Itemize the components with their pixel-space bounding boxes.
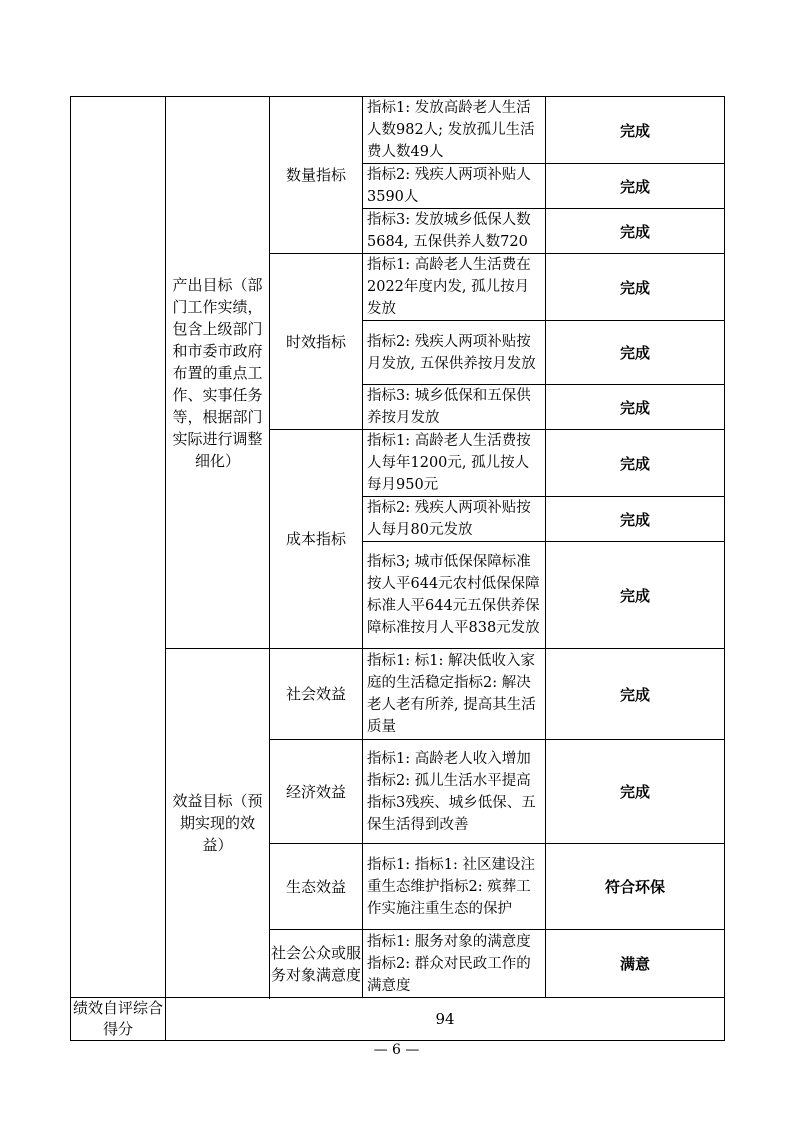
score-value: 94 bbox=[166, 998, 725, 1041]
economic-benefit-label: 经济效益 bbox=[270, 740, 363, 844]
indicator-result: 符合环保 bbox=[546, 844, 725, 930]
indicator-text: 指标1: 高龄老人生活费在2022年度内发, 孤儿按月发放 bbox=[363, 254, 546, 321]
cost-indicator-label: 成本指标 bbox=[270, 430, 363, 649]
indicator-result: 完成 bbox=[546, 497, 725, 542]
indicator-result: 完成 bbox=[546, 385, 725, 430]
output-goal-label: 产出目标（部门工作实绩，包含上级部门和市委市政府布置的重点工作、实事任务等，根据部门实际进行调整细化） bbox=[166, 97, 270, 649]
indicator-text: 指标1: 高龄老人收入增加指标2: 孤儿生活水平提高指标3残疾、城乡低保、五保生活得到改善 bbox=[363, 740, 546, 844]
indicator-text: 指标3; 城市低保保障标准按人平644元农村低保保障标准人平644元五保供养保障标准按月人平838元发放 bbox=[363, 542, 546, 649]
performance-table bbox=[70, 96, 725, 1041]
timeliness-indicator-label: 时效指标 bbox=[270, 254, 363, 430]
indicator-result: 完成 bbox=[546, 254, 725, 321]
indicator-result: 满意 bbox=[546, 930, 725, 998]
indicator-result: 完成 bbox=[546, 209, 725, 254]
indicator-text: 指标3: 城乡低保和五保供养按月发放 bbox=[363, 385, 546, 430]
indicator-text: 指标1: 指标1: 社区建设注重生态维护指标2: 殡葬工作实施注重生态的保护 bbox=[363, 844, 546, 930]
indicator-text: 指标1: 标1: 解决低收入家庭的生活稳定指标2: 解决老人老有所养, 提高其生活质量 bbox=[363, 649, 546, 740]
indicator-text: 指标3: 发放城乡低保人数5684, 五保供养人数720 bbox=[363, 209, 546, 254]
blank-first-column bbox=[71, 97, 166, 998]
indicator-result: 完成 bbox=[546, 649, 725, 740]
indicator-text: 指标1: 高龄老人生活费按人每年1200元, 孤儿按人每月950元 bbox=[363, 430, 546, 497]
indicator-text: 指标1: 服务对象的满意度指标2: 群众对民政工作的满意度 bbox=[363, 930, 546, 998]
indicator-text: 指标2: 残疾人两项补贴按人每月80元发放 bbox=[363, 497, 546, 542]
satisfaction-label: 社会公众或服务对象满意度 bbox=[270, 930, 363, 998]
score-label: 绩效自评综合得分 bbox=[71, 998, 166, 1041]
benefit-goal-label: 效益目标（预期实现的效益） bbox=[166, 649, 270, 998]
quantity-indicator-label: 数量指标 bbox=[270, 97, 363, 254]
ecological-benefit-label: 生态效益 bbox=[270, 844, 363, 930]
page-number: — 6 — bbox=[373, 1042, 420, 1058]
indicator-result: 完成 bbox=[546, 430, 725, 497]
indicator-text: 指标2: 残疾人两项补贴按月发放, 五保供养按月发放 bbox=[363, 321, 546, 385]
indicator-result: 完成 bbox=[546, 164, 725, 209]
indicator-result: 完成 bbox=[546, 542, 725, 649]
indicator-result: 完成 bbox=[546, 321, 725, 385]
indicator-result: 完成 bbox=[546, 97, 725, 164]
indicator-text: 指标2: 残疾人两项补贴人3590人 bbox=[363, 164, 546, 209]
social-benefit-label: 社会效益 bbox=[270, 649, 363, 740]
indicator-text: 指标1: 发放高龄老人生活人数982人; 发放孤儿生活费人数49人 bbox=[363, 97, 546, 164]
indicator-result: 完成 bbox=[546, 740, 725, 844]
